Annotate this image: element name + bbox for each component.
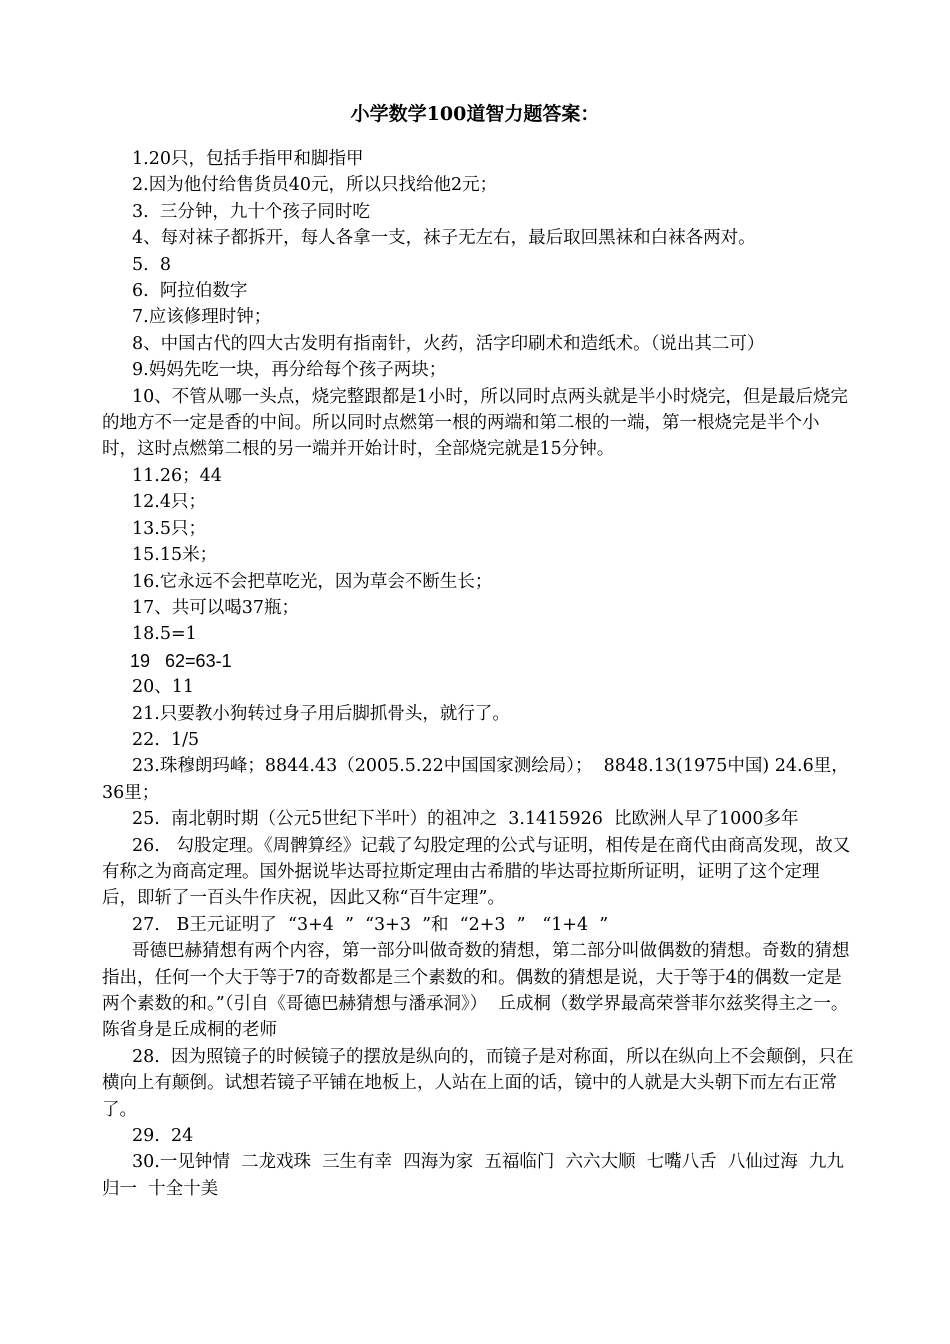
answer-22: 22. 1/5: [132, 729, 200, 750]
answer-6: 6. 阿拉伯数字: [132, 281, 248, 302]
answer-9: 9.妈妈先吃一块，再分给每个孩子两块；: [132, 360, 447, 381]
answer-20: 20、11: [132, 677, 195, 698]
answer-27: 27. B王元证明了 “3+4 ” “3+3 ”和 “2+3 ” “1+4 ”: [132, 914, 609, 935]
answer-list: [102, 146, 854, 1202]
answer-10: 10、不管从哪一头点，烧完整跟都是1小时，所以同时点两头就是半小时烧完，但是最后烧完的地方不一定是香的中间。所以同时点燃第一根的两端和第二根的一端，第一根烧完是半个小时，这时点燃第二根的另一端并开始计时，全部烧完就是15分钟。: [102, 386, 848, 460]
answer-12: 12.4只；: [132, 492, 206, 513]
answer-26: 26. 勾股定理。《周髀算经》记载了勾股定理的公式与证明，相传是在商代由商高发现，故又有称之为商高定理。国外据说毕达哥拉斯定理由古希腊的毕达哥拉斯所证明，证明了这个定理后，即斩了一百头牛作庆祝，因此又称“百牛定理”。: [102, 835, 851, 909]
answer-7: 7.应该修理时钟；: [132, 307, 272, 328]
answer-28: 28. 因为照镜子的时候镜子的摆放是纵向的，而镜子是对称面，所以在纵向上不会颠倒，只在横向上有颠倒。试想若镜子平铺在地板上，人站在上面的话，镜中的人就是大头朝下而左右正常了。: [102, 1046, 854, 1120]
page-title: 小学数学100道智力题答案：: [350, 103, 600, 125]
answer-11: 11.26；44: [132, 465, 222, 486]
answer-30: 30.一见钟情 二龙戏珠 三生有幸 四海为家 五福临门 六六大顺 七嘴八舌 八仙过海 九九归一 十全十美: [102, 1152, 844, 1199]
answer-18: 18.5=1: [132, 624, 197, 645]
answer-15: 15.15米；: [132, 545, 218, 566]
answer-29: 29. 24: [132, 1126, 194, 1147]
answer-17: 17、共可以喝37瓶；: [132, 597, 300, 618]
answer-23: 23.珠穆朗玛峰；8844.43（2005.5.22中国国家测绘局）； 8848.13(1975中国) 24.6里，36里；: [102, 756, 849, 803]
answer-21: 21.只要教小狗转过身子用后脚抓骨头，就行了。: [132, 703, 510, 724]
answer-25: 25. 南北朝时期（公元5世纪下半叶）的祖冲之 3.1415926 比欧洲人早了1000多年: [132, 809, 799, 830]
answer-8: 8、中国古代的四大古发明有指南针，火药，活字印刷术和造纸术。（说出其二可）: [132, 333, 765, 354]
answer-5: 5. 8: [132, 254, 171, 275]
answer-3: 3. 三分钟，九十个孩子同时吃: [132, 201, 370, 222]
answer-2: 2.因为他付给售货员40元，所以只找给他2元；: [132, 175, 498, 196]
answer-27-explanation: 哥德巴赫猜想有两个内容，第一部分叫做奇数的猜想，第二部分叫做偶数的猜想。奇数的猜想指出，任何一个大于等于7的奇数都是三个素数的和。偶数的猜想是说，大于等于4的偶数一定是两个素数的和。”（引自《哥德巴赫猜想与潘承洞》） 丘成桐（数学界最高荣誉菲尔兹奖得主之一。陈省身是丘成桐的老师: [102, 941, 850, 1041]
answer-13: 13.5只；: [132, 518, 206, 539]
answer-19: 19 62=63-1: [130, 650, 232, 671]
answer-1: 1.20只，包括手指甲和脚指甲: [132, 149, 364, 169]
answer-16: 16.它永远不会把草吃光，因为草会不断生长；: [132, 571, 493, 592]
answer-4: 4、每对袜子都拆开，每人各拿一支，袜子无左右，最后取回黑袜和白袜各两对。: [132, 228, 756, 249]
